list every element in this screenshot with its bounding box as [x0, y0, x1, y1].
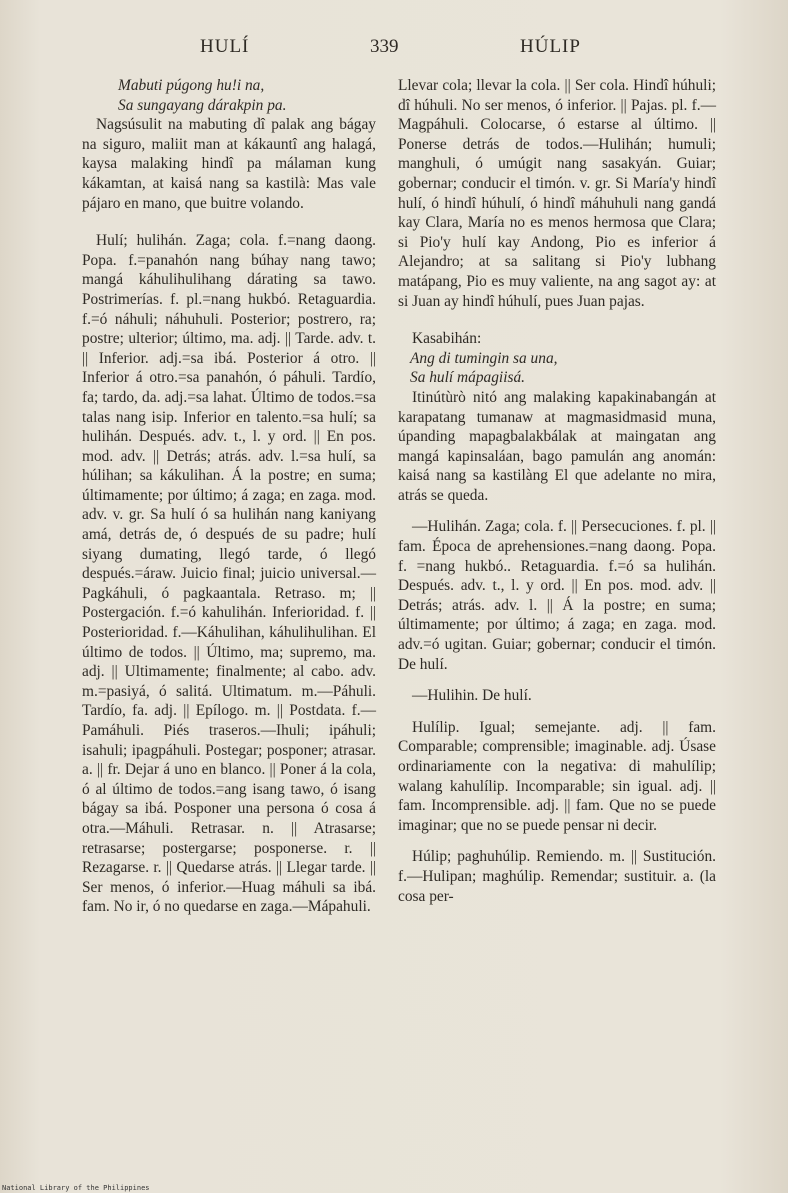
saying-heading: Kasabihán:	[412, 330, 482, 348]
spacer	[398, 835, 716, 847]
entry-hulihin: —Hulihin. De hulí.	[412, 687, 532, 705]
right-column	[398, 76, 716, 906]
library-watermark: National Library of the Philippines	[2, 1184, 150, 1192]
verse-line: Ang di tumingin sa una,	[410, 349, 558, 367]
saying-explanation: Itinútùrò nitó ang malaking kapakinabangán at karapatang tumanaw at magmasidmasid muna, úpanding mapagbalakbálak at maingatan ang mangá kapinsaláan, bago pamulán ang anomán: kaisá nang sa kastilàng El que adelante no mira, atrás se queda.	[398, 388, 716, 504]
spacer	[398, 505, 716, 517]
entry-hulihan: —Hulihán. Zaga; cola. f. || Persecuciones. f. pl. || fam. Época de aprehensiones.=nang daong. Popa. f. =nang hukbó.. Retaguardia. f.=ó sa hulihán. Después. adv. t., l. y ord. || En pos. mod. adv. || Detrás; atrás. adv. l. || Á la postre; en suma; últimamente; por último; á zaga; en zaga. mod. adv.=ó ugitan. Guiar; gobernar; conducir el timón. De hulí.	[398, 518, 716, 673]
page-number: 339	[370, 36, 399, 57]
entry-hulip: Húlip; paghuhúlip. Remiendo. m. || Sustitución. f.—Hulipan; maghúlip. Remendar; sustituir. a. (la cosa per-	[398, 848, 716, 905]
verse-line: Mabuti púgong hu!i na,	[118, 77, 265, 94]
verse-line: Sa sungayang dárakpin pa.	[118, 96, 287, 114]
spacer	[398, 311, 716, 329]
spacer	[82, 213, 376, 231]
entry-hulilip: Hulílip. Igual; semejante. adj. || fam. Comparable; comprensible; imaginable. adj. Úsase ordinariamente con la negativa: di mahulílip; walang kahulílip. Incomparable; sin igual. adj. || fam. Incomprensible. adj. || fam. Que no se puede imaginar; que no se puede pensar ni decir.	[398, 718, 716, 834]
entry-huli-continued: Llevar cola; llevar la cola. || Ser cola. Hindî húhuli; dî húhuli. No ser menos, ó inferior. || Pajas. pl. f.—Magpáhuli. Colocarse, ó estarse al último. || Ponerse detrás de todos.—Hulihán; humuli; manghuli, ó umúgit nang sasakyán. Guiar; gobernar; conducir el timón. v. gr. Si María'y hindî hulí, ó hindî húhulí, ó hindî máhuhuli nang gandá kay Clara, María no es menos hermosa que Clara; si Pio'y hulí kay Andong, Pio es inferior á Alejandro; at sa salitang si Pio'y lubhang matápang, Pio es muy valiente, na ang sagot ay: at si Juan ay hindî húhulí, pues Juan pajas.	[398, 77, 716, 310]
header-left-guideword: HULÍ	[200, 36, 250, 57]
proverb-explanation: Nagsúsulit na mabuting dî palak ang bágay na siguro, maliit man at kákauntî ang halagá, kaysa malaking hindî pa málaman kung kákamtan, at kaisá nang sa kastilà: Mas vale pájaro en mano, que buitre volando.	[82, 116, 376, 212]
entry-huli: Hulí; hulihán. Zaga; cola. f.=nang daong. Popa. f.=panahón nang búhay nang tawo; mangá káhulihulihang dárating sa tawo. Postrimerías. f. pl.=nang hukbó. Retaguardia. f.=ó náhuli; náhuhuli. Posterior; postrero, ra; postre; ulterior; último, ma. adj. || Tarde. adv. t. || Inferior. adj.=sa ibá. Posterior á otro. || Inferior á otro.=sa panahón, ó páhuli. Tardío, fa; tardo, da. adj.=sa lahat. Último de todos.=sa talas nang isip. Inferior en talento.=sa hulí; sa hulihán. Después. adv. t., l. y ord. || En pos. mod. adv. || Detrás; atrás. adv. l.=sa hulí, sa húlihan; sa kákulihan. Á la postre; en suma; últimamente; por último; á zaga; en zaga. mod. adv. v. gr. Sa hulí ó sa hulihán nang kaniyang amá, detrás de, ó después de su padre; hulí siyang dumating, llegó tarde, ó llegó después.=áraw. Juicio final; juicio universal.—Pagkáhuli, ó pagkaantala. Retraso. m; || Postergación. f.=ó kahulihán. Inferioridad. f. || Posterioridad. f.—Káhulihan, káhulihulihan. El último de todos. || Último, ma; supremo, ma. adj. || Ultimamente; finalmente; al cabo. adv. m.=pasiyá, ó salitá. Ultimatum. m.—Páhuli. Tardío, fa. adj. || Epílogo. m. || Postdata. f.—Pamáhuli. Piés traseros.—Ihuli; ipáhuli; isahuli; ipagpáhuli. Postegar; posponer; atrasar. a. || fr. Dejar á uno en blanco. || Poner á la cola, ó al último de todos.=ang isang tawo, ó isang bágay sa ibá. Posponer una persona ó cosa á otra.—Máhuli. Retrasar. n. || Atrasarse; retrasarse; postergarse; posponerse. r. || Rezagarse. r. || Quedarse atrás. || Llegar tarde. || Ser menos, ó inferior.—Huag máhuli sa ibá. fam. No ir, ó no quedarse en zaga.—Mápahuli.	[82, 232, 376, 916]
verse-line: Sa hulí mápagiisá.	[410, 369, 526, 387]
spacer	[398, 706, 716, 718]
left-column	[82, 76, 376, 917]
spacer	[398, 674, 716, 686]
header-right-guideword: HÚLIP	[520, 36, 581, 57]
